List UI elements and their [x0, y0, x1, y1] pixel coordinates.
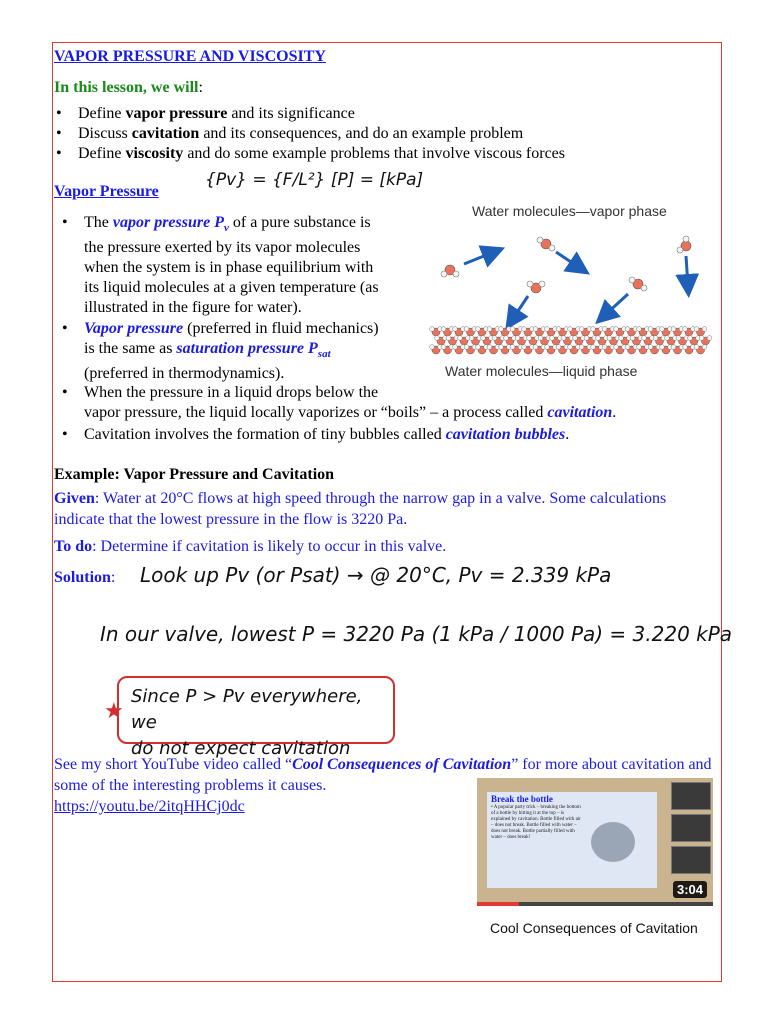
liquid-molecule: [510, 345, 523, 354]
video-caption[interactable]: Cool Consequences of Cavitation: [490, 920, 698, 936]
vapor-molecule: [441, 265, 459, 277]
liquid-molecule: [614, 345, 627, 354]
liquid-molecule: [510, 327, 523, 336]
handwritten-equation: {Pv} = {F/L²} [P] = [kPa]: [205, 170, 424, 190]
vapor-molecule: [527, 281, 545, 293]
liquid-molecule: [579, 327, 592, 336]
lesson-list: [54, 104, 565, 164]
liquid-molecule: [481, 336, 494, 345]
video-slide-body: • A popular party trick – breaking the bottom of a bottle by hitting it at the top – is explained by cavitation. Bottle filled with air – does not break. Bottle filled with water – does not break. Bottle partially filled with water – does break!: [491, 805, 581, 840]
motion-arrow: [686, 256, 688, 286]
vapor-molecule: [537, 237, 555, 251]
list-item: • Define viscosity and do some example problems that involve viscous forces: [56, 145, 565, 162]
liquid-molecule: [464, 327, 477, 336]
liquid-molecules-layer: [430, 327, 712, 354]
liquid-molecule: [487, 345, 500, 354]
liquid-molecule: [476, 327, 489, 336]
liquid-molecule: [453, 345, 466, 354]
figure-label-vapor: Water molecules—vapor phase: [472, 203, 667, 219]
liquid-molecule: [637, 327, 650, 336]
liquid-molecule: [522, 345, 535, 354]
liquid-molecule: [683, 345, 696, 354]
liquid-molecule: [458, 336, 471, 345]
video-slide: [487, 792, 657, 888]
webcam-thumb: [671, 782, 711, 810]
webcam-thumb: [671, 814, 711, 842]
vapor-molecule: [629, 277, 647, 291]
liquid-molecule: [499, 345, 512, 354]
liquid-molecule: [625, 327, 638, 336]
video-slide-title: Break the bottle: [491, 794, 553, 804]
liquid-molecule: [642, 336, 655, 345]
motion-arrow: [556, 252, 580, 268]
liquid-molecule: [591, 327, 604, 336]
liquid-molecule: [561, 336, 574, 345]
liquid-molecule: [694, 345, 707, 354]
liquid-molecule: [476, 345, 489, 354]
example-todo: To do: Determine if cavitation is likely to occur in this valve.: [54, 538, 447, 555]
liquid-molecule: [522, 327, 535, 336]
liquid-molecule: [579, 345, 592, 354]
liquid-molecule: [660, 327, 673, 336]
star-icon: ★: [104, 698, 124, 723]
liquid-molecule: [435, 336, 448, 345]
liquid-molecule: [683, 327, 696, 336]
liquid-molecule: [441, 327, 454, 336]
liquid-molecule: [660, 345, 673, 354]
liquid-molecule: [556, 327, 569, 336]
bottle-image: [591, 822, 635, 862]
motion-arrow: [512, 296, 528, 320]
figure-label-liquid: Water molecules—liquid phase: [445, 363, 638, 379]
liquid-molecule: [648, 327, 661, 336]
liquid-molecule: [515, 336, 528, 345]
liquid-molecule: [545, 345, 558, 354]
video-reference-text: See my short YouTube video called “Cool Consequences of Cavitation” for more about cavitation and some of the interesting problems it causes.: [54, 756, 712, 794]
liquid-molecule: [676, 336, 689, 345]
liquid-molecule: [602, 327, 615, 336]
liquid-molecule: [492, 336, 505, 345]
liquid-molecule: [441, 345, 454, 354]
liquid-molecule: [671, 327, 684, 336]
liquid-molecule: [671, 345, 684, 354]
video-duration: 3:04: [673, 881, 707, 898]
liquid-molecule: [453, 327, 466, 336]
list-item: • Define vapor pressure and its significance: [56, 105, 355, 122]
liquid-molecule: [573, 336, 586, 345]
liquid-molecule: [653, 336, 666, 345]
liquid-molecule: [533, 327, 546, 336]
liquid-molecule: [694, 327, 707, 336]
video-progress-fill: [477, 902, 519, 906]
video-card[interactable]: [477, 778, 713, 962]
webcam-thumb: [671, 846, 711, 874]
liquid-molecule: [556, 345, 569, 354]
handwritten-solution-line-1: Look up Pv (or Psat) → @ 20°C, Pv = 2.339 kPa: [140, 563, 612, 587]
liquid-molecule: [625, 345, 638, 354]
liquid-molecule: [469, 336, 482, 345]
liquid-molecule: [533, 345, 546, 354]
handwritten-solution-line-2: In our valve, lowest P = 3220 Pa (1 kPa / 1000 Pa) = 3.220 kPa: [100, 622, 733, 646]
list-item: • Discuss cavitation and its consequences, and do an example problem: [56, 125, 524, 142]
liquid-molecule: [568, 327, 581, 336]
motion-arrow: [464, 252, 494, 264]
bullet-vapor-pressure-definition: • The vapor pressure $P_v$ of a pure substance is the pressure exerted by its vapor molecules when the system is in phase equilibrium with its liquid molecules at a given temperature (as illustrated in the figure for water).: [62, 214, 379, 317]
liquid-molecule: [614, 327, 627, 336]
liquid-molecule: [630, 336, 643, 345]
liquid-molecule: [648, 345, 661, 354]
example-solution-label: Solution:: [54, 569, 116, 586]
youtube-link[interactable]: https://youtu.be/2itqHHCj0dc: [54, 798, 245, 815]
liquid-molecule: [591, 345, 604, 354]
lesson-intro: In this lesson, we will:: [54, 79, 203, 96]
example-given: Given: Water at 20°C flows at high speed through the narrow gap in a valve. Some calculations indicate that the lowest pressure in the flow is 3220 Pa.: [54, 490, 667, 528]
liquid-molecule: [665, 336, 678, 345]
liquid-molecule: [499, 327, 512, 336]
bullet-saturation-pressure: • Vapor pressure (preferred in fluid mechanics) is the same as saturation pressure $P_{sat}$ (preferred in thermodynamics).: [62, 320, 379, 383]
liquid-molecule: [538, 336, 551, 345]
liquid-molecule: [545, 327, 558, 336]
liquid-molecule: [568, 345, 581, 354]
liquid-molecule: [619, 336, 632, 345]
liquid-molecule: [464, 345, 477, 354]
motion-arrow: [604, 294, 628, 316]
water-molecules-figure: [428, 200, 718, 385]
liquid-molecule: [504, 336, 517, 345]
liquid-molecule: [527, 336, 540, 345]
bullet-cavitation: • When the pressure in a liquid drops below the vapor pressure, the liquid locally vaporizes or “boils” – a process called cavitation.: [62, 384, 617, 421]
liquid-molecule: [637, 345, 650, 354]
liquid-molecule: [584, 336, 597, 345]
liquid-molecule: [607, 336, 620, 345]
video-thumbnail[interactable]: [477, 778, 713, 906]
example-title: Example: Vapor Pressure and Cavitation: [54, 466, 335, 483]
liquid-molecule: [550, 336, 563, 345]
video-progress-bar: [477, 902, 713, 906]
conclusion-box: Since P > Pv everywhere, we do not expect cavitation: [117, 676, 395, 744]
section-heading-vapor-pressure: Vapor Pressure: [54, 183, 159, 200]
liquid-molecule: [487, 327, 500, 336]
liquid-molecule: [596, 336, 609, 345]
liquid-molecule: [688, 336, 701, 345]
liquid-molecule: [446, 336, 459, 345]
liquid-molecule: [602, 345, 615, 354]
page-title: VAPOR PRESSURE AND VISCOSITY: [54, 48, 326, 65]
molecules-diagram: [428, 224, 718, 364]
liquid-molecule: [430, 345, 443, 354]
liquid-molecule: [699, 336, 712, 345]
liquid-molecule: [430, 327, 443, 336]
bullet-cavitation-bubbles: • Cavitation involves the formation of tiny bubbles called cavitation bubbles.: [62, 426, 570, 443]
vapor-molecule: [677, 236, 691, 253]
